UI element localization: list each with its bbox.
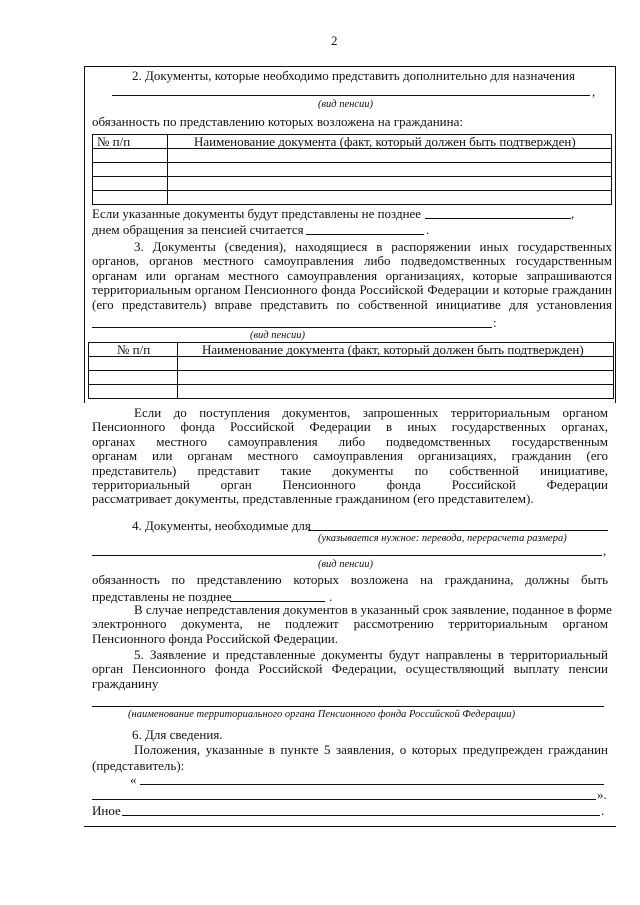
application-date-dot: . — [426, 222, 430, 237]
section2-heading: 2. Документы, которые необходимо представить дополнительно для назначения — [132, 68, 575, 83]
table-row[interactable] — [93, 163, 612, 177]
section4-deadline-text: представлены не позднее — [92, 589, 232, 604]
bottom-rule — [84, 826, 616, 827]
table-row[interactable] — [89, 371, 614, 385]
section6-heading: 6. Для сведения. — [132, 727, 223, 742]
if-submitted-text: Если указанные документы будут представлены не позднее — [92, 206, 422, 221]
section5-paragraph: 5. Заявление и представленные документы будут направлены в территориальный орган Пенсионного фонда Российской Федерации, осуществляющий выплату пенсии гражданину — [92, 647, 608, 691]
section3-pension-caption: (вид пенсии) — [250, 330, 306, 341]
section4-pension-caption: (вид пенсии) — [318, 559, 374, 570]
line-comma: , — [592, 84, 596, 99]
section4-dot: . — [329, 589, 333, 604]
section3-colon: : — [493, 315, 497, 330]
table-row[interactable] — [89, 357, 614, 371]
table-row[interactable] — [93, 149, 612, 163]
section4-specify-caption: (указывается нужное: перевода, перерасчета размера) — [318, 533, 567, 544]
other-dot: . — [601, 803, 605, 818]
col-name-header: Наименование документа (факт, который должен быть подтвержден) — [178, 343, 614, 357]
documents-table — [92, 134, 612, 205]
table-row[interactable] — [89, 385, 614, 399]
application-date-line[interactable] — [306, 234, 424, 235]
pension-type-caption: (вид пенсии) — [318, 99, 374, 110]
section4-heading: 4. Документы, необходимые для — [132, 518, 311, 533]
pfr-office-line[interactable] — [92, 706, 604, 707]
application-date-text: днем обращения за пенсией считается — [92, 222, 304, 237]
pension-type-line[interactable] — [112, 95, 590, 96]
deadline-date-line[interactable] — [425, 218, 571, 219]
section6-line2: (представитель): — [92, 758, 185, 773]
requested-documents-table — [88, 342, 614, 399]
section3-paragraph: 3. Документы (сведения), находящиеся в распоряжении иных государственных органов, органов местного самоуправления либо подведомственных государственным органам или органам местного самоуправления организациях, которые запрашиваются территориальным органом Пенсионного фонда Российской Федерации и которые гражданин (его представитель) вправе представить по собственной инициативе для установления — [92, 239, 612, 312]
col-number-header: № п/п — [93, 135, 168, 149]
non-submission-paragraph: В случае непредставления документов в указанный срок заявление, поданное в форме электронного документа, не подлежит рассмотрению территориальным органом Пенсионного фонда Российской Федерации. — [92, 602, 612, 646]
table-header-row — [89, 343, 614, 357]
pfr-office-caption: (наименование территориального органа Пенсионного фонда Российской Федерации) — [128, 709, 516, 720]
col-name-header: Наименование документа (факт, который должен быть подтвержден) — [168, 135, 612, 149]
section4-purpose-line[interactable] — [308, 530, 608, 531]
col-number-header: № п/п — [89, 343, 178, 357]
note-paragraph: Если до поступления документов, запрошенных территориальным органом Пенсионного фонда Российской Федерации в иных государственных органах, органах местного самоуправления либо подведомственных государственным органам или органам местного самоуправления организациях, гражданин (его представитель) представит такие документы по собственной инициативе, территориальный орган Пенсионного фонда Российской Федерации рассматривает документы, представленные гражданином (его представителем). — [92, 405, 608, 507]
section4-comma: , — [603, 543, 607, 558]
table-row[interactable] — [93, 177, 612, 191]
section4-obligation: обязанность по представлению которых возложена на гражданина, должны быть — [92, 572, 608, 587]
section3-pension-line[interactable] — [92, 327, 492, 328]
provisions-line-1[interactable] — [140, 784, 604, 785]
quote-open: « — [130, 772, 137, 787]
table-header-row — [93, 135, 612, 149]
section4-pension-line[interactable] — [92, 555, 602, 556]
other-line[interactable] — [122, 815, 600, 816]
obligation-text: обязанность по представлению которых возложена на гражданина: — [92, 114, 463, 129]
section6-line1: Положения, указанные в пункте 5 заявления, о которых предупрежден гражданин — [134, 742, 608, 757]
other-label: Иное — [92, 803, 121, 818]
provisions-line-2[interactable] — [92, 799, 596, 800]
deadline-comma: , — [571, 206, 575, 221]
page-number: 2 — [331, 33, 338, 48]
quote-close: ». — [597, 787, 607, 802]
table-row[interactable] — [93, 191, 612, 205]
